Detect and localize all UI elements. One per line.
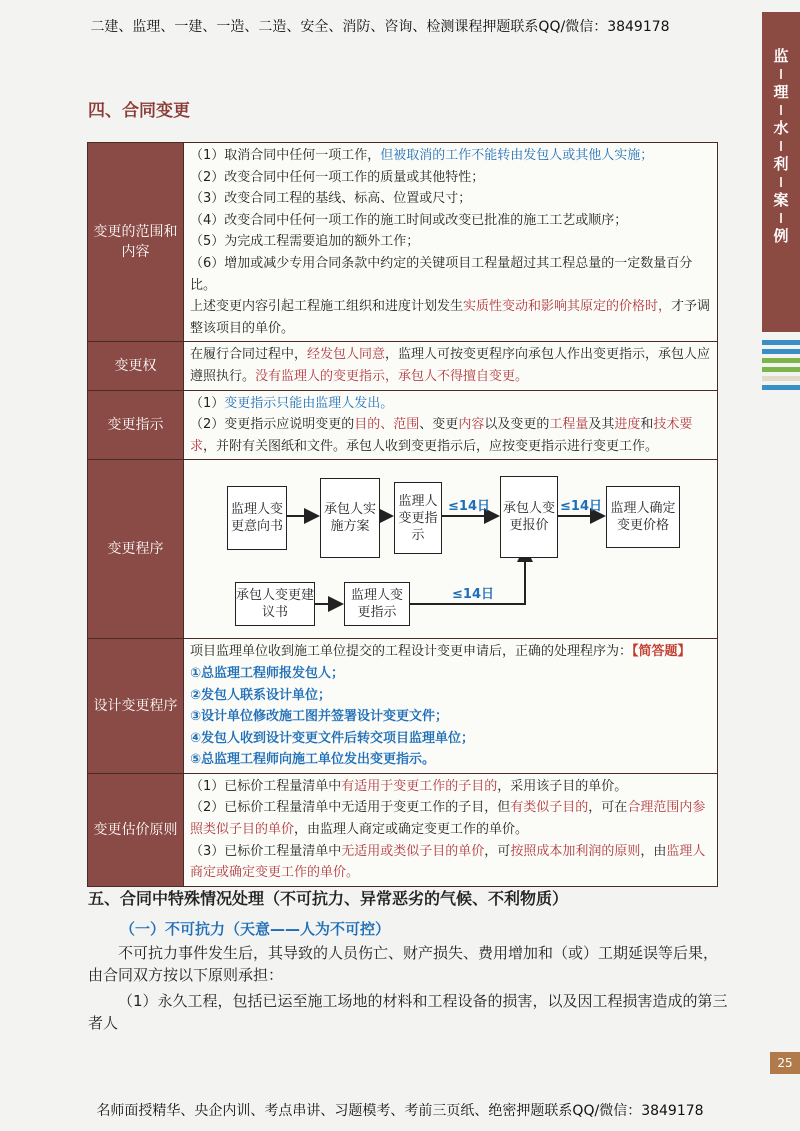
- subsection-title-force-majeure: （一）不可抗力（天意——人为不可控）: [120, 920, 391, 938]
- paragraph-force-majeure: 不可抗力事件发生后，其导致的人员伤亡、财产损失、费用增加和（或）工期延误等后果，由合同双方按以下原则承担：: [88, 944, 719, 984]
- flow-box-supervisor-intent: 监理人变更意向书: [227, 486, 287, 550]
- side-chapter-label: [762, 46, 800, 246]
- footer-advertisement: 名师面授精华、央企内训、考点串讲、习题模考、考前三页纸、绝密押题联系QQ/微信：3849178: [96, 1103, 704, 1119]
- row-label-valuation: 变更估价原则: [88, 773, 184, 886]
- change-procedure-flowchart: [190, 464, 710, 634]
- time-limit-label: ≤14日: [560, 499, 602, 515]
- section-title-special-cases: 五、合同中特殊情况处理（不可抗力、异常恶劣的气候、不利物质）: [88, 889, 569, 908]
- side-char: 例: [773, 227, 789, 245]
- table-row: [88, 143, 718, 342]
- flow-box-contractor-plan: 承包人实施方案: [320, 478, 380, 558]
- side-char: 水: [773, 119, 789, 137]
- decorative-stripes: [762, 340, 800, 394]
- valuation-content: （1）已标价工程量清单中有适用于变更工作的子目的，采用该子目的单价。 （2）已标价工程量清单中无适用于变更工作的子目，但有类似子目的，可在合理范围内参照类似子目的单价，由监理人商定或确定变更工作的单价。 （3）已标价工程量清单中无适用或类似子目的单价，可按照成本加利润的原则，由监理人商定或确定变更工作的单价。: [184, 773, 718, 886]
- contract-change-table: [87, 142, 718, 887]
- flow-box-supervisor-instruction: 监理人变更指示: [394, 482, 442, 554]
- scope-content: （1）取消合同中任何一项工作，但被取消的工作不能转由发包人或其他人实施； （2）改变合同中任何一项工作的质量或其他特性； （3）改变合同工程的基线、标高、位置或尺寸； （4）改变合同中任何一项工作的施工时间或改变已批准的施工工艺或顺序； （5）为完成工程需要追加的额外工作； （6）增加或减少专用合同条款中约定的关键项目工程量超过其工程总量的一定数量百分比。 上述变更内容引起工程施工组织和进度计划发生实质性变动和影响其原定的价格时，才予调整该项目的单价。: [184, 143, 718, 342]
- table-row: [88, 390, 718, 460]
- row-label-scope: 变更的范围和内容: [88, 143, 184, 342]
- row-label-instruction: 变更指示: [88, 390, 184, 460]
- time-limit-label: ≤14日: [452, 587, 494, 603]
- flow-box-contractor-proposal: 承包人变更建议书: [235, 582, 315, 626]
- table-row: [88, 460, 718, 639]
- flow-box-supervisor-instruction-2: 监理人变更指示: [344, 582, 410, 626]
- design-change-content: 项目监理单位收到施工单位提交的工程设计变更申请后，正确的处理程序为：【简答题】 ①总监理工程师报发包人； ②发包人联系设计单位； ③设计单位修改施工图并签署设计变更文件； ④发包人收到设计变更文件后转交项目监理单位； ⑤总监理工程师向施工单位发出变更指示。: [184, 639, 718, 774]
- table-row: [88, 773, 718, 886]
- flow-box-supervisor-price: 监理人确定变更价格: [606, 486, 680, 548]
- row-label-right: 变更权: [88, 342, 184, 390]
- instruction-content: （1）变更指示只能由监理人发出。 （2）变更指示应说明变更的目的、范围、变更内容以及变更的工程量及其进度和技术要求，并附有关图纸和文件。承包人收到变更指示后，应按变更指示进行变更工作。: [184, 390, 718, 460]
- table-row: [88, 639, 718, 774]
- side-char: 理: [773, 83, 789, 101]
- page-number: 25: [770, 1052, 800, 1074]
- paragraph-permanent-works: （1）永久工程，包括已运至施工场地的材料和工程设备的损害，以及因工程损害造成的第三者人: [88, 992, 728, 1032]
- header-advertisement: 二建、监理、一建、一造、二造、安全、消防、咨询、检测课程押题联系QQ/微信：3849178: [90, 19, 670, 35]
- side-char: 监: [773, 47, 789, 65]
- procedure-content: [184, 460, 718, 639]
- section-title-contract-change: 四、合同变更: [88, 101, 190, 121]
- right-content: 在履行合同过程中，经发包人同意，监理人可按变更程序向承包人作出变更指示，承包人应遵照执行。没有监理人的变更指示，承包人不得擅自变更。: [184, 342, 718, 390]
- side-char: 案: [773, 191, 789, 209]
- time-limit-label: ≤14日: [448, 499, 490, 515]
- flow-box-contractor-quote: 承包人变更报价: [500, 476, 558, 558]
- row-label-design-change: 设计变更程序: [88, 639, 184, 774]
- table-row: [88, 342, 718, 390]
- row-label-procedure: 变更程序: [88, 460, 184, 639]
- side-char: 利: [773, 155, 789, 173]
